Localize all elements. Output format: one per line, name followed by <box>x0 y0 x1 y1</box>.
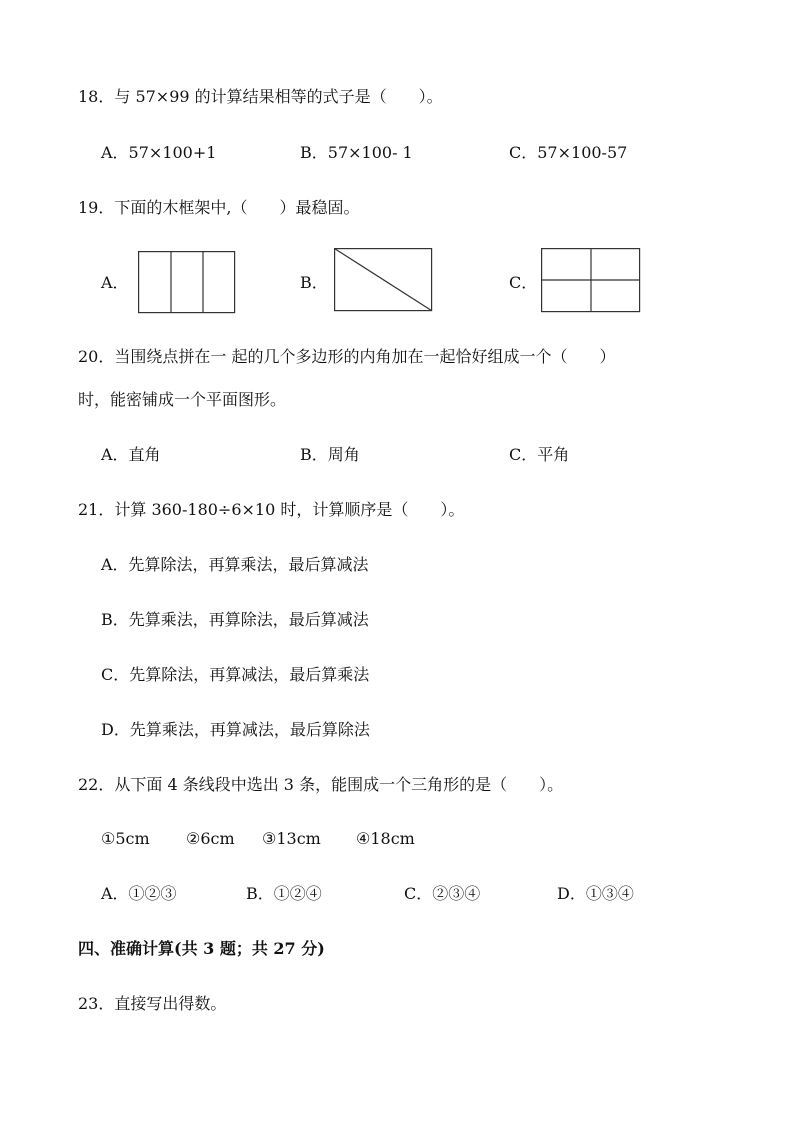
option-b: B．①②④ <box>246 884 322 903</box>
frame-figure-a <box>138 251 236 314</box>
option-d: D．先算乘法，再算减法，最后算除法 <box>101 720 370 739</box>
option-a: A． <box>101 273 129 292</box>
option-c: C． <box>509 273 538 292</box>
question-18-stem: 18．与 57×99 的计算结果相等的式子是（ ）。 <box>78 87 443 106</box>
option-c: C．②③④ <box>404 884 481 903</box>
option-b: B．周角 <box>300 445 360 464</box>
option-a: A．57×100+1 <box>101 143 217 162</box>
question-20-stem-line1: 20．当围绕点拼在一 起的几个多边形的内角加在一起恰好组成一个（ ） <box>78 347 616 366</box>
question-22-stem: 22．从下面 4 条线段中选出 3 条，能围成一个三角形的是（ ）。 <box>78 775 564 794</box>
frame-figure-c <box>541 248 641 313</box>
option-c: C．57×100-57 <box>509 143 628 162</box>
question-20-stem-line2: 时，能密铺成一个平面图形。 <box>78 390 287 409</box>
option-d: D．①③④ <box>557 884 634 903</box>
segment-4: ④18cm <box>356 829 415 848</box>
option-b: B．先算乘法，再算除法，最后算减法 <box>101 610 369 629</box>
option-a: A．先算除法，再算乘法，最后算减法 <box>101 555 369 574</box>
segment-2: ②6cm <box>186 829 235 848</box>
question-23-stem: 23．直接写出得数。 <box>78 994 227 1013</box>
section-4-heading: 四、准确计算(共 3 题；共 27 分) <box>78 939 325 958</box>
segment-3: ③13cm <box>262 829 321 848</box>
question-21-stem: 21．计算 360-180÷6×10 时，计算顺序是（ ）。 <box>78 500 465 519</box>
option-c: C．先算除法，再算减法，最后算乘法 <box>101 665 370 684</box>
option-c: C．平角 <box>509 445 570 464</box>
segment-1: ①5cm <box>101 829 150 848</box>
option-b: B． <box>300 273 328 292</box>
frame-figure-b <box>334 248 433 312</box>
option-a: A．①②③ <box>101 884 177 903</box>
option-a: A．直角 <box>101 445 161 464</box>
option-b: B．57×100- 1 <box>300 143 413 162</box>
question-19-stem: 19．下面的木框架中,（ ）最稳固。 <box>78 198 360 217</box>
